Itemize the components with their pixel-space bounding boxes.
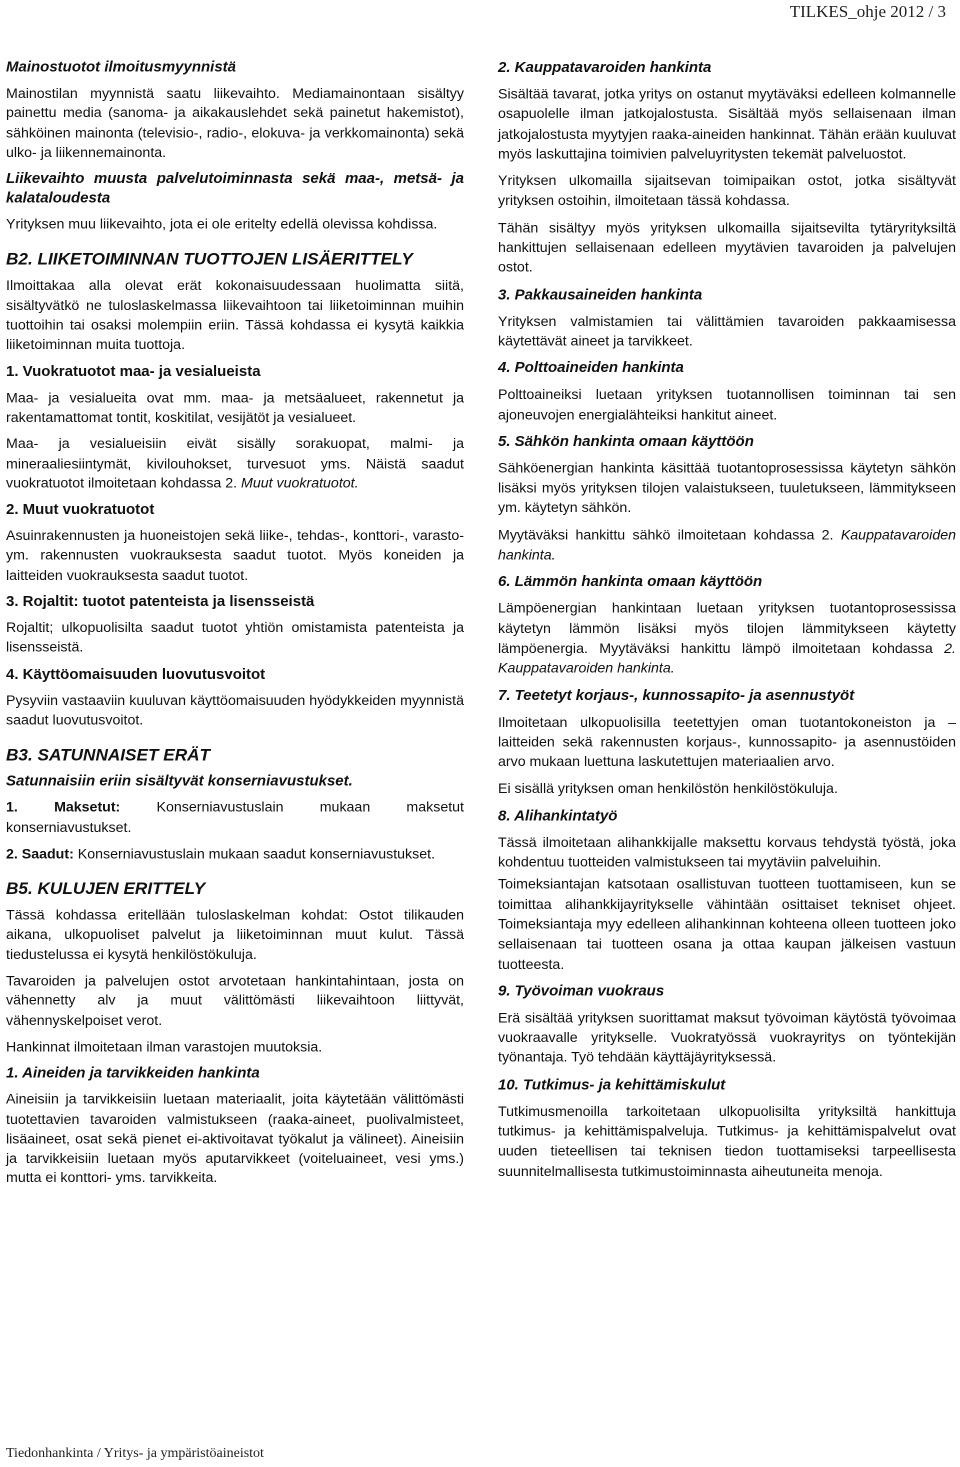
text-part: Myytäväksi hankittu sähkö ilmoitetaan kohdassa 2. bbox=[498, 527, 841, 544]
left-column bbox=[6, 58, 464, 1196]
text-saadut: Konserniavustuslain mukaan saadut konserniavustukset. bbox=[73, 846, 436, 862]
subheading-vuokratuotot-maa: 1. Vuokratuotot maa- ja vesialueista bbox=[6, 363, 261, 380]
paragraph-muut-vuokratuotot: Asuinrakennusten ja huoneistojen sekä liike-, tehdas-, konttori-, varasto- ym. rakennusten vuokrauksesta saadut tuotot. Myös koneiden ja laitteiden vuokrauksesta saadut tuotot. bbox=[6, 528, 464, 584]
section-heading-muu-liikevaihto: Liikevaihto muusta palvelutoiminnasta sekä maa-, metsä- ja kalataloudesta bbox=[6, 170, 464, 207]
paragraph-luovutusvoitot: Pysyviin vastaaviin kuuluvan käyttöomaisuuden hyödykkeiden myynnistä saadut luovutusvoitot. bbox=[6, 693, 464, 729]
subheading-alihankinta: 8. Alihankintatyö bbox=[498, 807, 618, 825]
subheading-korjaustyot: 7. Teetetyt korjaus-, kunnossapito- ja asennustyöt bbox=[498, 686, 855, 704]
subheading-sahko: 5. Sähkön hankinta omaan käyttöön bbox=[498, 433, 754, 450]
paragraph-pakkausaineet: Yrityksen valmistamien tai välittämien tavaroiden pakkaamisessa käytettävät aineet ja tarvikkeet. bbox=[498, 313, 956, 350]
paragraph-alihankinta-2: Toimeksiantajan katsotaan osallistuvan tuotteen tuottamiseen, kun se toimittaa alihankkijayritykselle vähintään osittaiset tekniset ohjeet. Toimeksiantaja myy edelleen alihankinnan kohteena olleen tuotteen joko sellaisenaan tai tuotteen osana ja ottaa kaupan jälkeisen vastuun tuotteesta. bbox=[498, 876, 956, 973]
paragraph-kauppatavarat-3: Tähän sisältyy myös yrityksen ulkomailla sijaitsevilta tytäryrityksiltä hankittujen sellaisenaan edelleen myytävien tavaroiden ja palvelujen ostot. bbox=[498, 220, 956, 277]
paragraph-vuokratuotot-maa-2 bbox=[6, 435, 464, 494]
page-header: TILKES_ohje 2012 / 3 bbox=[789, 2, 946, 21]
text-reference: Kauppatavaroiden hankinta. bbox=[498, 527, 956, 564]
paragraph-rojaltit: Rojaltit; ulkopuolisilta saadut tuotot yhtiön omistamista patenteista ja lisensseistä. bbox=[6, 620, 464, 656]
section-heading-b2: B2. LIIKETOIMINNAN TUOTTOJEN LISÄERITTELY bbox=[6, 249, 413, 269]
paragraph-mainostuotot: Mainostilan myynnistä saatu liikevaihto. Mediamainontaan sisältyy painettu media (sanoma- ja aikakauslehdet sekä painetut hakemistot), sähköinen mainonta (televisio-, radio-, elokuva- ja verkkomainonta) sekä ulko- ja liikennemainonta. bbox=[6, 86, 464, 161]
subheading-b3: Satunnaisiin eriin sisältyvät konserniavustukset. bbox=[6, 773, 353, 790]
subheading-lampo: 6. Lämmön hankinta omaan käyttöön bbox=[498, 573, 763, 591]
paragraph-lampo bbox=[498, 599, 956, 679]
text-reference: Muut vuokratuotot. bbox=[241, 475, 359, 492]
subheading-polttoaineet: 4. Polttoaineiden hankinta bbox=[498, 359, 684, 377]
paragraph-vuokratuotot-maa-1: Maa- ja vesialueita ovat mm. maa- ja metsäalueet, rakennetut ja rakentamattomat tontit, koskitilat, vesijätöt ja vesialueet. bbox=[6, 390, 464, 426]
subheading-pakkausaineet: 3. Pakkausaineiden hankinta bbox=[498, 286, 703, 303]
paragraph-b3-maksetut bbox=[6, 798, 464, 837]
paragraph-sahko-1: Sähköenergian hankinta käsittää tuotantoprosessissa käytetyn sähkön lisäksi myös yrityksen tilojen valaistukseen, tuuletukseen, lämmitykseen ym. käytetyn sähkön. bbox=[498, 460, 956, 517]
section-heading-mainostuotot: Mainostuotot ilmoitusmyynnistä bbox=[6, 58, 237, 76]
paragraph-sahko-2 bbox=[498, 526, 956, 566]
text-reference: 2. Kauppatavaroiden hankinta. bbox=[498, 641, 956, 677]
paragraph-b5-1: Tässä kohdassa eritellään tuloslaskelman kohdat: Ostot tilikauden aikana, ulkopuoliset palvelut ja liiketoiminnan muut kulut. Tässä tiedustelussa ei kysytä henkilöstökuluja. bbox=[6, 907, 464, 963]
section-heading-b3: B3. SATUNNAISET ERÄT bbox=[6, 744, 211, 765]
subheading-aineiden-hankinta: 1. Aineiden ja tarvikkeiden hankinta bbox=[6, 1065, 260, 1082]
label-maksetut: 1. Maksetut: bbox=[6, 800, 121, 816]
paragraph-tyovoima: Erä sisältää yrityksen suorittamat maksut työvoiman käytöstä työvoimaa vuokraavalle yritykselle. Vuokratyössä vuokrayritys on työntekijän työnantaja. Työ tehdään käyttäjäyrityksessä. bbox=[498, 1010, 956, 1067]
page-footer: Tiedonhankinta / Yritys- ja ympäristöaineistot bbox=[6, 1446, 264, 1461]
paragraph-korjaustyot-1: Ilmoitetaan ulkopuolisilla teetettyjen oman tuotantokoneiston ja – laitteiden sekä rakennusten korjaus-, kunnossapito- ja asennustöiden arvo mukaan luettuna laskutettujen materiaalien arvo. bbox=[498, 714, 956, 771]
label-saadut: 2. Saadut: bbox=[6, 846, 74, 862]
subheading-tyovoima: 9. Työvoiman vuokraus bbox=[498, 982, 665, 1000]
paragraph-korjaustyot-2: Ei sisällä yrityksen oman henkilöstön henkilöstökuluja. bbox=[498, 781, 838, 798]
paragraph-b5-3: Hankinnat ilmoitetaan ilman varastojen muutoksia. bbox=[6, 1039, 323, 1056]
paragraph-muu-liikevaihto: Yrityksen muu liikevaihto, jota ei ole eritelty edellä olevissa kohdissa. bbox=[6, 217, 438, 233]
paragraph-polttoaineet: Polttoaineiksi luetaan yrityksen tuotannollisen toiminnan tai sen ajoneuvojen energialähteiksi hankitut aineet. bbox=[498, 387, 956, 424]
paragraph-alihankinta-1: Tässä ilmoitetaan alihankkijalle maksettu korvaus tehdystä työstä, joka kohdentuu tuotteiden valmistukseen tai myytäviin palveluihin. bbox=[498, 834, 956, 871]
paragraph-b3-saadut bbox=[6, 845, 464, 865]
paragraph-aineiden-hankinta: Aineisiin ja tarvikkeisiin luetaan materiaalit, joita käytetään välittömästi tuotettavien tavaroiden valmistukseen (raaka-aineet, puolivalmisteet, lisäaineet, osat sekä pienet ei-aktivoitavat työkalut ja välineet). Aineisiin ja tarvikkeisiin luetaan myös aputarvikkeet (voiteluaineet, vesi yms.) mutta ei konttori- yms. tarvikkeita. bbox=[6, 1092, 464, 1187]
text-part: Lämpöenergian hankintaan luetaan yrityksen tuotantoprosessissa käytetyn lämmön lisäksi myös tilojen lämmitykseen käytetty lämpöenergia. Myytäväksi hankittu lämpö ilmoitetaan kohdassa bbox=[498, 601, 956, 657]
paragraph-tutkimus: Tutkimusmenoilla tarkoitetaan ulkopuolisilta yrityksiltä hankittuja tutkimus- ja kehittämispalveluja. Tutkimus- ja kehittämispalvelut ovat uuden tieteellisen tai teknisen tiedon tuottamiseksi tarpeellisesta suunnitelmallisesta tutkimustoiminnasta aiheutuneita menoja. bbox=[498, 1103, 956, 1180]
paragraph-kauppatavarat-2: Yrityksen ulkomailla sijaitsevan toimipaikan ostot, jotka sisältyvät yrityksen ostoihin, ilmoitetaan tässä kohdassa. bbox=[498, 173, 956, 210]
right-column bbox=[498, 58, 956, 1189]
paragraph-kauppatavarat-1: Sisältää tavarat, jotka yritys on ostanut myytäväksi edelleen kolmannelle osapuolelle ilman jatkojalostusta. Sisältää myös sellaisenaan ilman jatkojalostusta myytyjen raaka-aineiden hankinnat. Tähän erään kuuluvat myös laskuttajina toimivien palveluyritysten tekemät palveluostot. bbox=[498, 86, 956, 163]
subheading-muut-vuokratuotot: 2. Muut vuokratuotot bbox=[6, 501, 155, 518]
text-maksetut: Konserniavustuslain mukaan maksetut konserniavustukset. bbox=[6, 800, 464, 836]
paragraph-b5-2: Tavaroiden ja palvelujen ostot arvotetaan hankintahintaan, josta on vähennetty alv ja muut välittömästi liikevaihtoon liittyvät, vähennyskelpoiset verot. bbox=[6, 973, 464, 1029]
subheading-kauppatavarat: 2. Kauppatavaroiden hankinta bbox=[498, 58, 712, 76]
text-part: Maa- ja vesialueisiin eivät sisälly sorakuopat, malmi- ja mineraaliesiintymät, kivilouhokset, turvesuot yms. Näistä saadut vuokratuotot ilmoitetaan kohdassa 2. bbox=[6, 436, 464, 492]
subheading-rojaltit: 3. Rojaltit: tuotot patenteista ja lisensseistä bbox=[6, 593, 315, 610]
section-heading-b5: B5. KULUJEN ERITTELY bbox=[6, 878, 206, 899]
paragraph-b2: Ilmoittakaa alla olevat erät kokonaisuudessaan huolimatta siitä, sisältyvätkö ne tuloslaskelmassa liikevaihtoon tai liiketoiminnan muihin tuottoihin tai osaksi molempiin eriin. Tässä kohdassa ei kysytä kaikkia liiketoiminnan muita tuottoja. bbox=[6, 278, 464, 354]
subheading-luovutusvoitot: 4. Käyttöomaisuuden luovutusvoitot bbox=[6, 665, 266, 683]
subheading-tutkimus: 10. Tutkimus- ja kehittämiskulut bbox=[498, 1076, 726, 1093]
